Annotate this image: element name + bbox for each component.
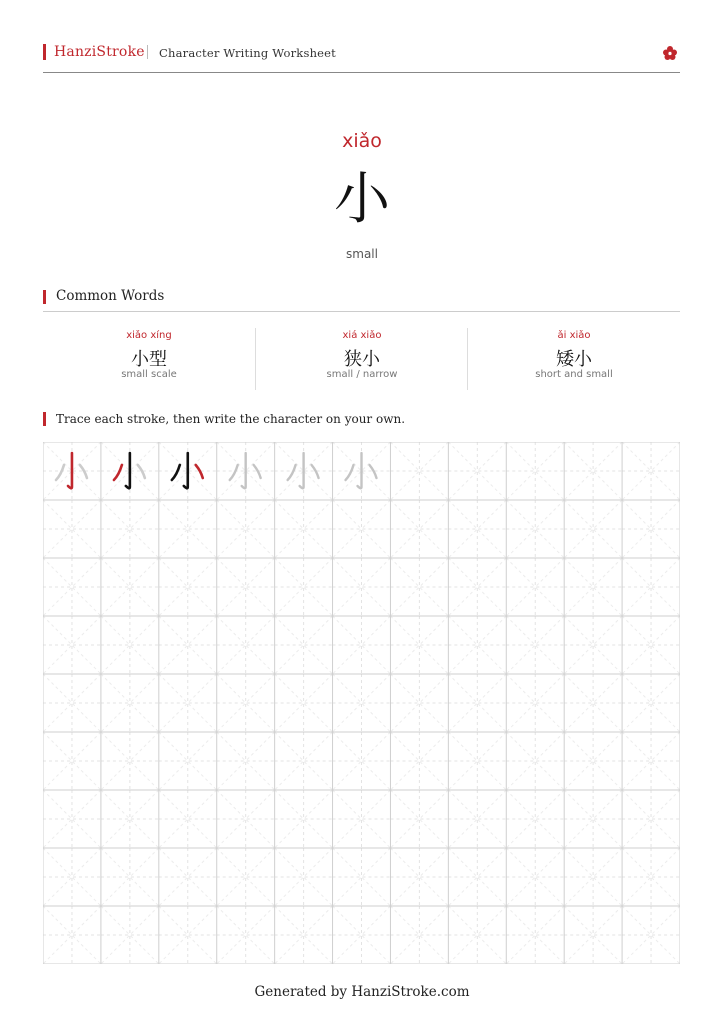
practice-instruction: Trace each stroke, then write the character on your own. [56,412,406,426]
section-accent-bar [43,412,46,426]
word-card [468,328,680,390]
common-words-title: Common Words [56,288,165,304]
common-words-list [43,328,680,390]
word-hanzi: 矮小 [556,349,592,370]
word-pinyin: ǎi xiǎo [557,330,591,341]
word-hanzi: 小型 [131,349,167,370]
stroke-order-stroke [172,465,180,480]
header-divider [147,45,148,59]
character-hanzi: 小 [334,167,390,232]
section-accent-bar [43,290,46,304]
trace-stroke [346,465,354,480]
word-card [256,328,468,390]
header-rule [43,72,680,73]
trace-stroke [288,465,296,480]
character-meaning: small [346,247,378,261]
brand-accent-bar [43,44,46,60]
word-meaning: small scale [121,369,177,380]
word-meaning: small / narrow [326,369,398,380]
word-meaning: short and small [535,369,613,380]
stroke-order-stroke [114,465,122,480]
word-card [43,328,255,390]
trace-stroke [230,465,238,480]
worksheet-header [43,42,680,66]
brand-name[interactable]: HanziStroke [54,44,145,60]
word-hanzi: 狭小 [344,349,380,370]
practice-grid-svg [43,442,680,964]
stroke-order-stroke [56,465,64,480]
word-pinyin: xiá xiǎo [342,330,382,341]
worksheet-subtitle: Character Writing Worksheet [159,46,337,60]
footer-credit: Generated by HanziStroke.com [254,984,470,1000]
character-pinyin: xiǎo [342,130,382,152]
section-rule [43,311,680,312]
word-pinyin: xiǎo xíng [126,330,172,341]
flower-icon [662,45,678,61]
practice-grid[interactable] [43,442,680,964]
